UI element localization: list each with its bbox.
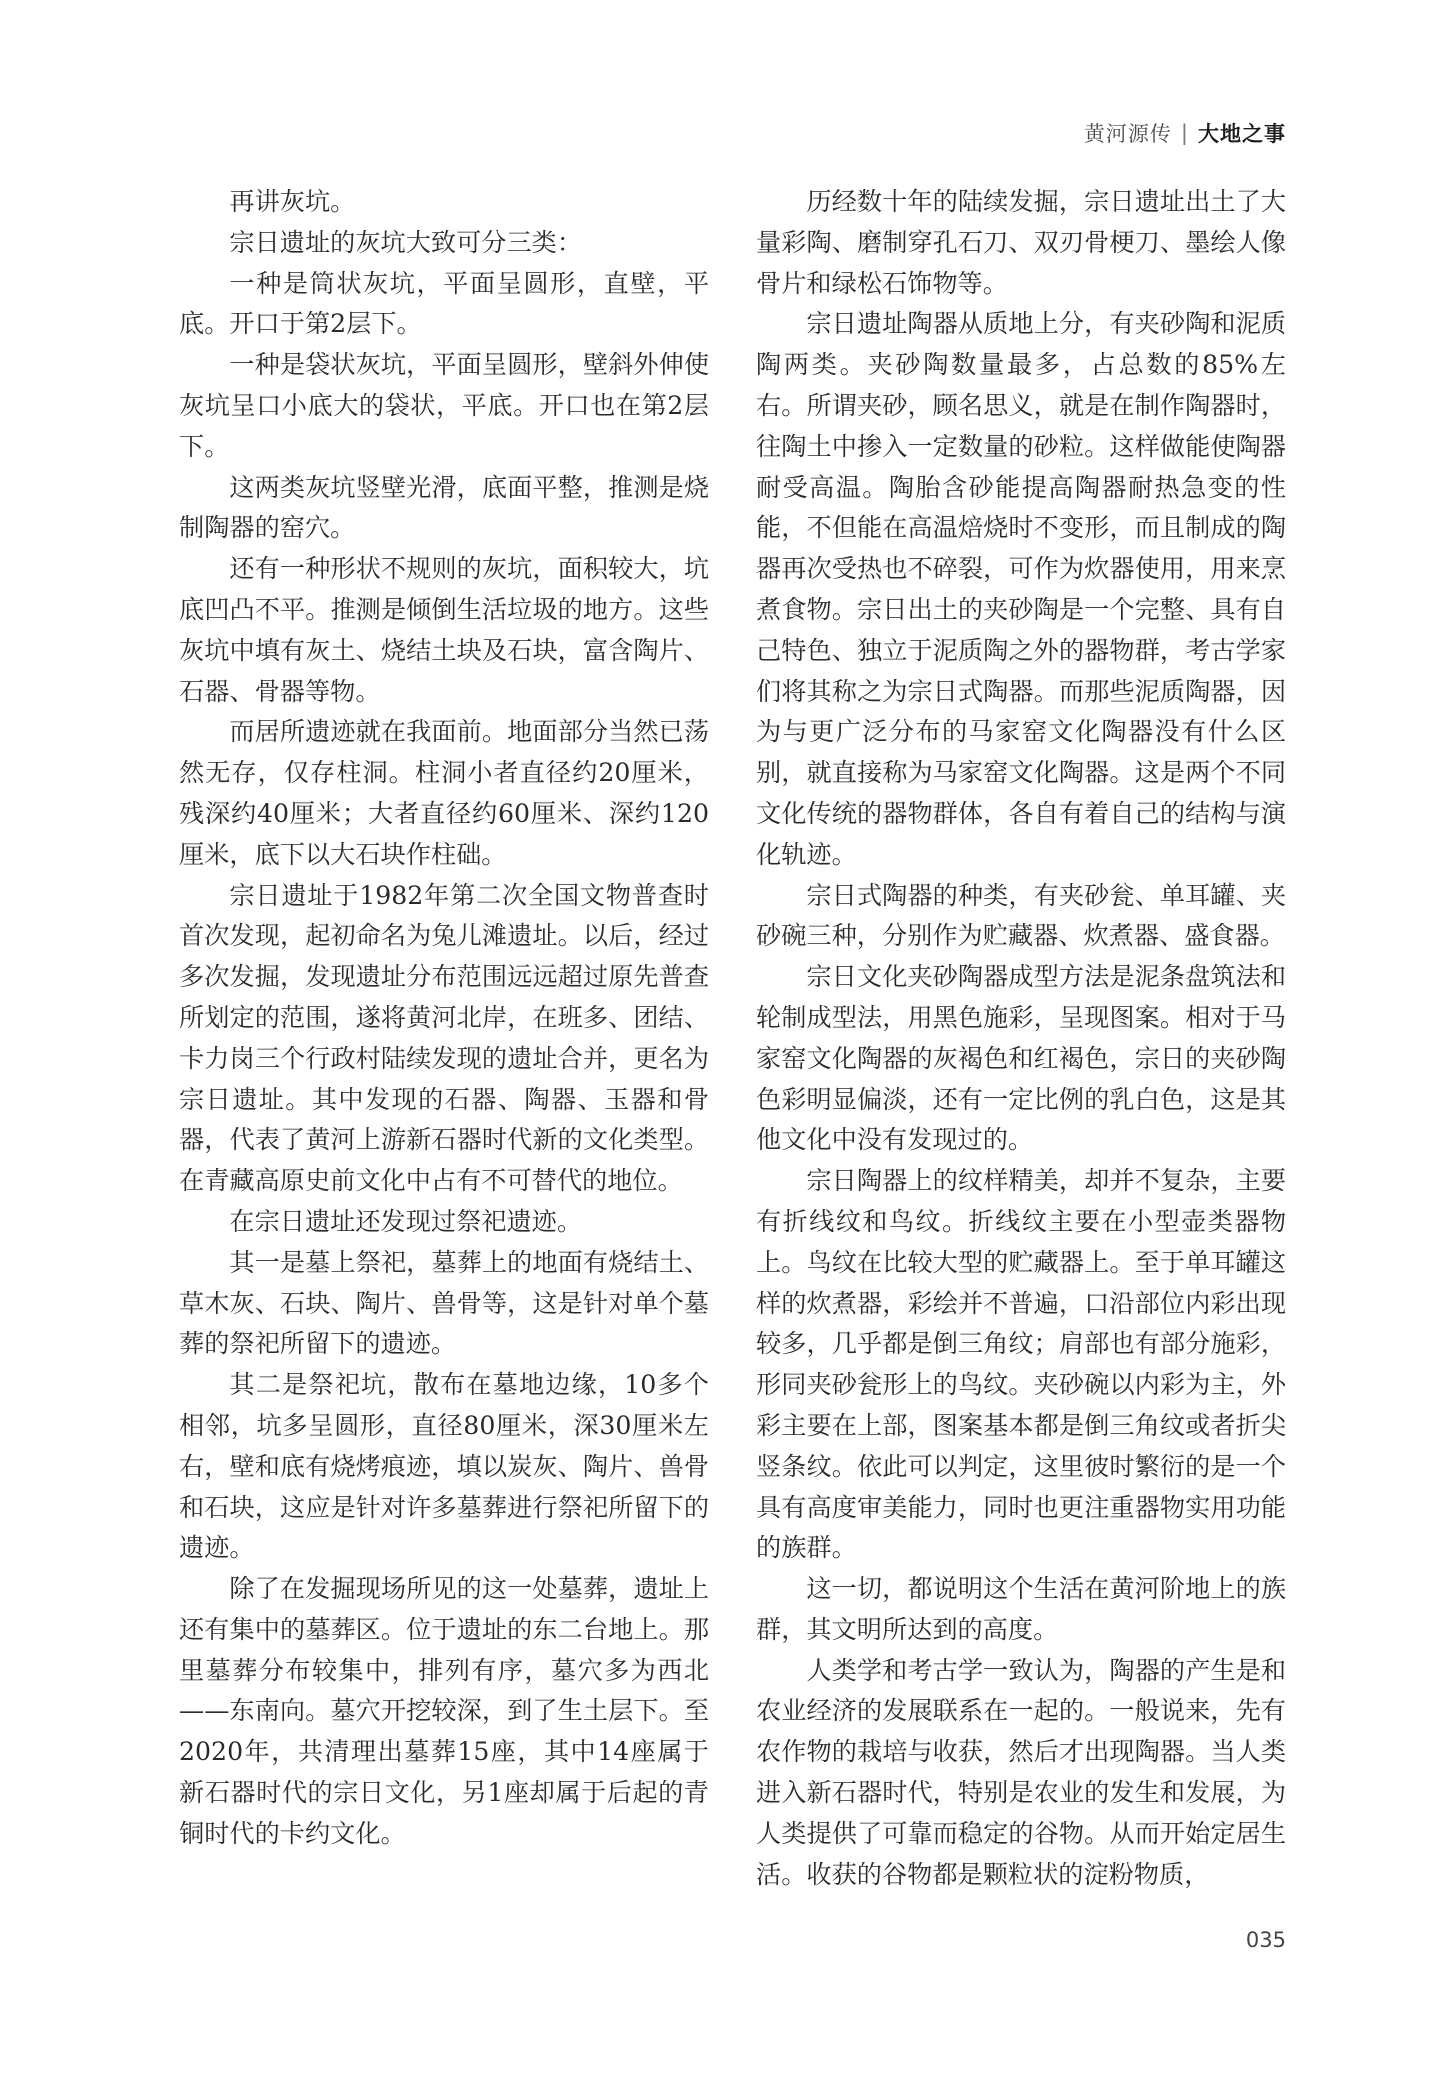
paragraph: 在宗日遗址还发现过祭祀遗迹。 bbox=[229, 1206, 583, 1236]
paragraph: 历经数十年的陆续发掘，宗日遗址出土了大量彩陶、磨制穿孔石刀、双刃骨梗刀、墨绘人像骨片和绿松石饰物等。 bbox=[756, 187, 1286, 298]
left-column bbox=[179, 182, 709, 1855]
paragraph: 宗日遗址的灰坑大致可分三类： bbox=[229, 227, 583, 257]
paragraph: 宗日文化夹砂陶器成型方法是泥条盘筑法和轮制成型法，用黑色施彩，呈现图案。相对于马家窑文化陶器的灰褐色和红褐色，宗日的夹砂陶色彩明显偏淡，还有一定比例的乳白色，这是其他文化中没有发现过的。 bbox=[756, 962, 1286, 1155]
paragraph: 这两类灰坑竖壁光滑，底面平整，推测是烧制陶器的窑穴。 bbox=[179, 472, 709, 543]
book-title: 黄河源传 bbox=[1083, 122, 1172, 146]
paragraph: 再讲灰坑。 bbox=[229, 187, 356, 216]
paragraph: 人类学和考古学一致认为，陶器的产生是和农业经济的发展联系在一起的。一般说来，先有农作物的栽培与收获，然后才出现陶器。当人类进入新石器时代，特别是农业的发生和发展，为人类提供了可靠而稳定的谷物。从而开始定居生活。收获的谷物都是颗粒状的淀粉物质， bbox=[756, 1655, 1286, 1889]
paragraph: 而居所遗迹就在我面前。地面部分当然已荡然无存，仅存柱洞。柱洞小者直径约20厘米，残深约40厘米；大者直径约60厘米、深约120厘米，底下以大石块作柱础。 bbox=[179, 717, 709, 869]
section-title: 大地之事 bbox=[1198, 122, 1286, 146]
paragraph: 其二是祭祀坑，散布在墓地边缘，10多个相邻，坑多呈圆形，直径80厘米，深30厘米左右，壁和底有烧烤痕迹，填以炭灰、陶片、兽骨和石块，这应是针对许多墓葬进行祭祀所留下的遗迹。 bbox=[179, 1370, 709, 1563]
page-number: 035 bbox=[1245, 1928, 1286, 1952]
paragraph: 宗日陶器上的纹样精美，却并不复杂，主要有折线纹和鸟纹。折线纹主要在小型壶类器物上。鸟纹在比较大型的贮藏器上。至于单耳罐这样的炊煮器，彩绘并不普遍，口沿部位内彩出现较多，几乎都是倒三角纹；肩部也有部分施彩，形同夹砂瓮形上的鸟纹。夹砂碗以内彩为主，外彩主要在上部，图案基本都是倒三角纹或者折尖竖条纹。依此可以判定，这里彼时繁衍的是一个具有高度审美能力，同时也更注重器物实用功能的族群。 bbox=[756, 1166, 1286, 1563]
paragraph: 还有一种形状不规则的灰坑，面积较大，坑底凹凸不平。推测是倾倒生活垃圾的地方。这些灰坑中填有灰土、烧结土块及石块，富含陶片、石器、骨器等物。 bbox=[179, 554, 709, 706]
paragraph: 宗日遗址于1982年第二次全国文物普查时首次发现，起初命名为兔儿滩遗址。以后，经过多次发掘，发现遗址分布范围远远超过原先普查所划定的范围，遂将黄河北岸，在班多、团结、卡力岗三个行政村陆续发现的遗址合并，更名为宗日遗址。其中发现的石器、陶器、玉器和骨器，代表了黄河上游新石器时代新的文化类型。在青藏高原史前文化中占有不可替代的地位。 bbox=[179, 880, 709, 1196]
paragraph: 除了在发掘现场所见的这一处墓葬，遗址上还有集中的墓葬区。位于遗址的东二台地上。那里墓葬分布较集中，排列有序，墓穴多为西北——东南向。墓穴开挖较深，到了生土层下。至2020年，共清理出墓葬15座，其中14座属于新石器时代的宗日文化，另1座却属于后起的青铜时代的卡约文化。 bbox=[179, 1574, 709, 1848]
paragraph: 宗日遗址陶器从质地上分，有夹砂陶和泥质陶两类。夹砂陶数量最多，占总数的85%左右。所谓夹砂，顾名思义，就是在制作陶器时，往陶土中掺入一定数量的砂粒。这样做能使陶器耐受高温。陶胎含砂能提高陶器耐热急变的性能，不但能在高温焙烧时不变形，而且制成的陶器再次受热也不碎裂，可作为炊器使用，用来烹煮食物。宗日出土的夹砂陶是一个完整、具有自己特色、独立于泥质陶之外的器物群，考古学家们将其称之为宗日式陶器。而那些泥质陶器，因为与更广泛分布的马家窑文化陶器没有什么区别，就直接称为马家窑文化陶器。这是两个不同文化传统的器物群体，各自有着自己的结构与演化轨迹。 bbox=[756, 309, 1286, 869]
running-header bbox=[1084, 118, 1286, 148]
paragraph: 一种是袋状灰坑，平面呈圆形，壁斜外伸使灰坑呈口小底大的袋状，平底。开口也在第2层下。 bbox=[179, 350, 709, 461]
paragraph: 一种是筒状灰坑，平面呈圆形，直壁，平底。开口于第2层下。 bbox=[179, 268, 709, 339]
paragraph: 这一切，都说明这个生活在黄河阶地上的族群，其文明所达到的高度。 bbox=[756, 1574, 1286, 1644]
header-separator: | bbox=[1180, 121, 1189, 145]
paragraph: 其一是墓上祭祀，墓葬上的地面有烧结土、草木灰、石块、陶片、兽骨等，这是针对单个墓葬的祭祀所留下的遗迹。 bbox=[179, 1247, 709, 1359]
right-column bbox=[756, 182, 1286, 1895]
paragraph: 宗日式陶器的种类，有夹砂瓮、单耳罐、夹砂碗三种，分别作为贮藏器、炊煮器、盛食器。 bbox=[756, 880, 1286, 951]
